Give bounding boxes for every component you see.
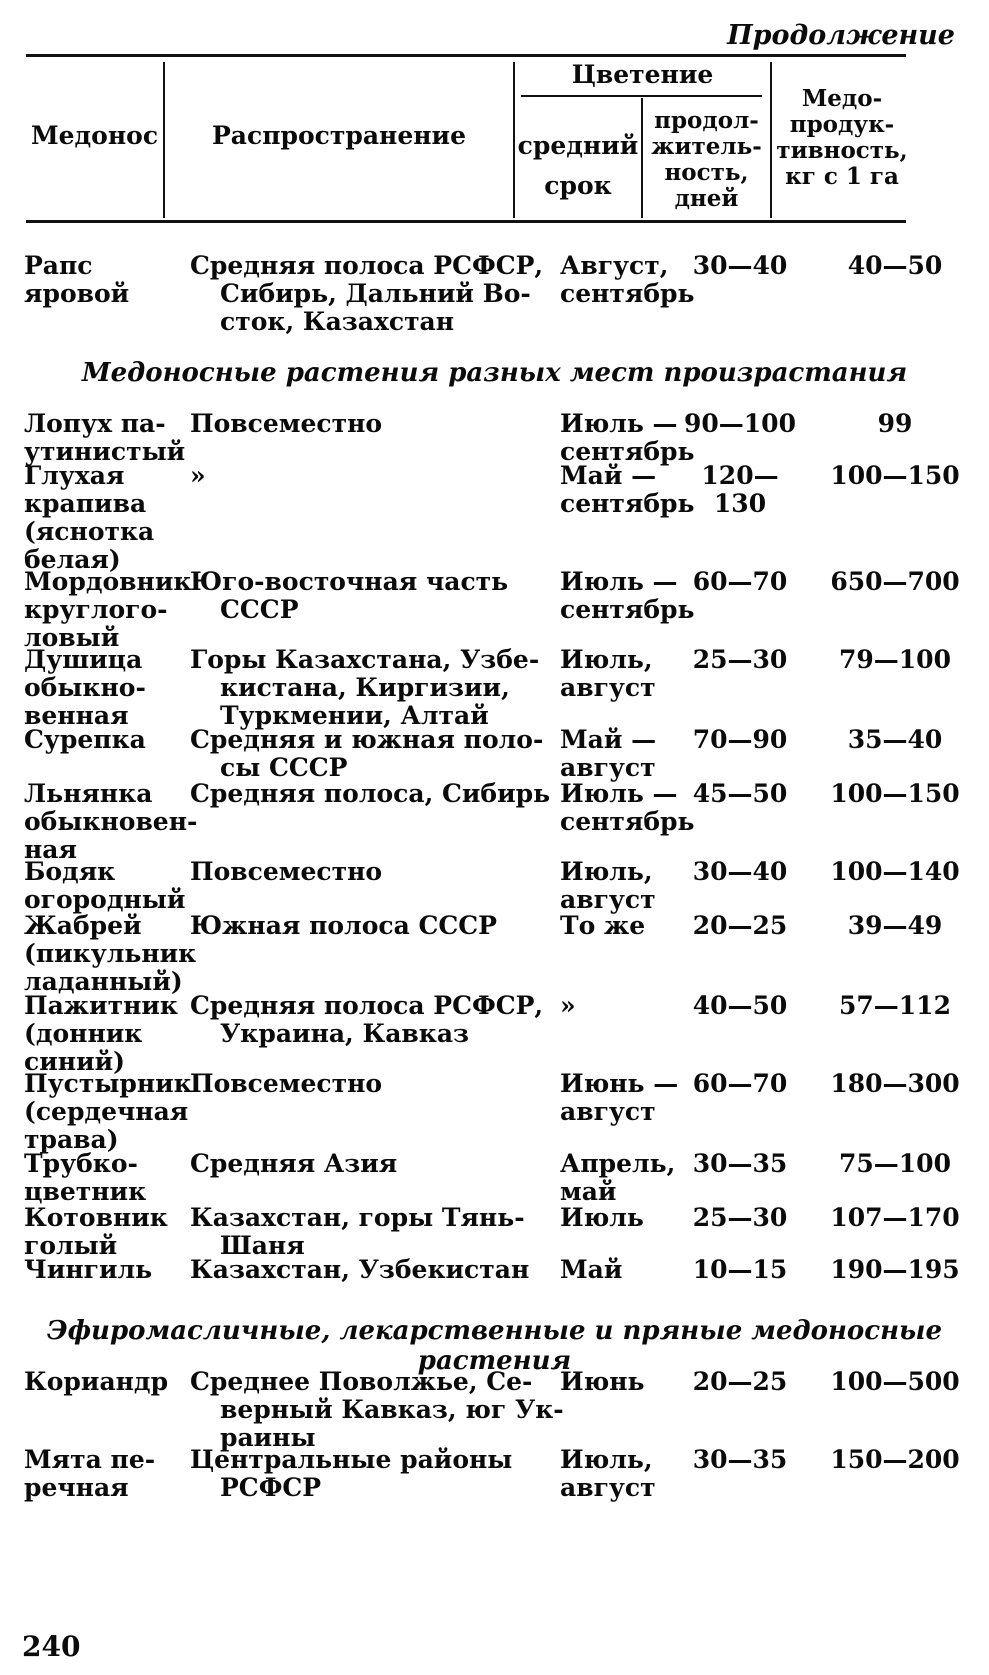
range-line: Шаня [220,1231,305,1260]
bloom-duration: 90—100 [684,409,796,438]
range-text [190,568,550,624]
honey-yield: 650—700 [830,567,960,596]
range-line: Повсеместно [190,409,383,438]
bloom-duration: 25—30 [692,645,788,674]
plant-name [24,646,184,730]
bloom-duration: 30—40 [692,857,788,886]
date-line: Июль, [560,1445,653,1474]
plant-line: Пажитник [24,991,178,1020]
bloom-underline [521,95,762,97]
date-line: Июль — [560,779,678,808]
plant-line: (сердечная [24,1097,189,1126]
range-line: Средняя полоса РСФСР, [190,991,544,1020]
continuation-label: Продолжение [727,20,955,51]
range-line: Казахстан, Узбекистан [190,1255,530,1284]
plant-name [24,779,198,864]
range-line: Средняя и южная поло- [190,725,544,754]
plant-line: Кориандр [24,1367,169,1396]
bloom-duration: 10—15 [692,1255,788,1284]
range-line: Средняя полоса, Сибирь [190,779,551,808]
plant-name [24,410,184,466]
date-line: Май [560,1255,623,1284]
date-line: май [560,1177,617,1206]
plant-line: Глухая [24,461,125,490]
header-duration-line: житель- [651,133,762,160]
header-bloom-date-line: средний [517,131,639,160]
range-line: РСФСР [220,1473,322,1502]
range-line: Туркмении, Алтай [220,701,489,730]
honey-yield: 100—500 [830,1367,960,1396]
plant-name [24,1368,184,1396]
header-duration-line: ность, [664,159,749,186]
bloom-date [560,992,680,1020]
plant-line: круглого- [24,595,168,624]
honey-yield: 99 [877,409,913,438]
date-line: сентябрь [560,595,695,624]
range-text [190,912,550,940]
date-line: Июнь — [560,1069,679,1098]
honey-yield: 107—170 [830,1203,960,1232]
page-number: 240 [22,1630,81,1663]
plant-line: (донник [24,1019,143,1048]
plant-line: белая) [24,545,121,574]
bloom-date [560,1256,680,1284]
range-line: Казахстан, горы Тянь- [190,1203,525,1232]
plant-line: Душица [24,645,143,674]
plant-line: (пикульник [24,939,197,968]
plant-line: ладанный) [24,967,183,996]
date-line: август [560,1097,656,1126]
bloom-date [560,409,695,466]
bloom-duration: 45—50 [692,779,788,808]
date-line: Июнь [560,1367,645,1396]
range-line: раины [220,1423,316,1452]
range-line: Средняя полоса РСФСР, [190,251,544,280]
header-bloom-duration [643,108,770,212]
bloom-duration: 40—50 [692,991,788,1020]
bloom-duration: 60—70 [692,567,788,596]
range-text [190,1204,550,1260]
range-line: » [190,461,206,490]
section-title: Медоносные растения разных мест произрастания [81,358,908,388]
bloom-duration: 30—35 [692,1445,788,1474]
range-line: Южная полоса СССР [190,911,497,940]
bloom-duration: 60—70 [692,1069,788,1098]
plant-line: яровой [24,279,130,308]
range-line: верный Кавказ, юг Ук- [220,1395,564,1424]
date-line: Июль — [560,409,678,438]
date-line: Апрель, [560,1149,676,1178]
plant-name [24,567,192,652]
range-text [190,252,550,336]
bloom-duration: 30—35 [692,1149,788,1178]
range-text [190,858,550,886]
honey-yield: 35—40 [847,725,943,754]
bloom-date [560,1070,680,1126]
date-line: Май — [560,461,657,490]
honey-yield: 57—112 [839,991,951,1020]
plant-line: утинистый [24,437,186,466]
plant-line: (яснотка [24,517,155,546]
range-line: СССР [220,595,299,624]
plant-line: Чингиль [24,1255,153,1284]
plant-line: ловый [24,623,120,652]
range-line: Сибирь, Дальний Во- [220,279,531,308]
range-line: Юго-восточная часть [190,567,509,596]
bloom-date [560,1150,680,1206]
plant-line: трава) [24,1125,119,1154]
table-top-rule [26,54,906,57]
date-line: август [560,753,656,782]
range-line: сы СССР [220,753,348,782]
plant-line: Пустырник [24,1069,192,1098]
bloom-date [560,858,680,914]
plant-line: Котовник [24,1203,168,1232]
range-text [190,1367,564,1452]
plant-line: обыкно- [24,673,146,702]
plant-name [24,858,184,914]
header-bloom-date [515,126,641,206]
range-text [190,1446,550,1502]
range-line: сток, Казахстан [220,307,455,336]
honey-yield: 75—100 [839,1149,951,1178]
plant-line: крапива [24,489,147,518]
range-text [190,726,550,782]
header-bloom-date-line: срок [544,171,612,200]
date-line: сентябрь [560,807,695,836]
plant-name [24,1069,192,1154]
header-yield-line: продук- [789,111,895,138]
bloom-date [560,1368,680,1396]
range-text [190,462,550,490]
header-yield-line: кг с 1 га [785,163,899,190]
header-duration-line: дней [674,185,739,212]
range-text [190,1256,550,1284]
plant-line: венная [24,701,129,730]
range-line: Горы Казахстана, Узбе- [190,645,540,674]
bloom-duration: 120—130 [701,461,779,518]
date-line: сентябрь [560,279,695,308]
plant-name [24,1150,184,1206]
range-text [190,992,550,1048]
bloom-date [560,1204,680,1232]
plant-line: обыкновен- [24,807,198,836]
range-text [190,1070,550,1098]
bloom-duration: 30—40 [692,251,788,280]
plant-line: огородный [24,885,186,914]
honey-yield: 40—50 [847,251,943,280]
bloom-date [560,646,680,702]
header-yield-line: Медо- [801,85,883,112]
plant-line: Льнянка [24,779,153,808]
date-line: август [560,673,656,702]
range-text [190,1150,550,1178]
date-line: Июль, [560,645,653,674]
date-line: Май — [560,725,657,754]
table-header-bottom-rule [26,220,906,223]
honey-yield: 180—300 [830,1069,960,1098]
date-line: Июль — [560,567,678,596]
header-duration-line: продол- [654,107,759,134]
bloom-duration: 25—30 [692,1203,788,1232]
date-line: сентябрь [560,437,695,466]
range-line: Повсеместно [190,1069,383,1098]
header-bloom: Цветение [571,60,714,89]
header-yield-line: тивность, [776,137,908,164]
honey-yield: 79—100 [839,645,951,674]
bloom-date [560,251,695,308]
bloom-date [560,779,695,836]
range-line: Центральные районы [190,1445,513,1474]
plant-name [24,252,184,308]
plant-line: цветник [24,1177,147,1206]
plant-line: синий) [24,1047,125,1076]
plant-name [24,1256,184,1284]
range-line: Повсеместно [190,857,383,886]
plant-line: Мята пе- [24,1445,156,1474]
plant-name [24,1204,184,1260]
plant-line: Бодяк [24,857,116,886]
date-line: август [560,1473,656,1502]
date-line: сентябрь [560,489,695,518]
range-line: кистана, Киргизии, [220,673,510,702]
bloom-duration: 70—90 [692,725,788,754]
plant-name [24,1446,184,1502]
plant-name [24,992,184,1076]
header-yield [772,86,912,190]
plant-line: Мордовник [24,567,192,596]
bloom-date [560,726,680,782]
date-line: » [560,991,576,1020]
date-line: Июль [560,1203,644,1232]
bloom-duration: 20—25 [692,911,788,940]
date-line: Август, [560,251,669,280]
date-line: Июль, [560,857,653,886]
plant-name [24,462,184,574]
range-text [190,646,550,730]
plant-line: речная [24,1473,129,1502]
header-range: Распространение [211,121,467,150]
honey-yield: 190—195 [830,1255,960,1284]
header-plant: Медонос [30,121,159,150]
honey-yield: 39—49 [847,911,943,940]
plant-line: ная [24,835,77,864]
honey-yield: 100—140 [830,857,960,886]
range-text [190,410,550,438]
plant-line: голый [24,1231,118,1260]
bloom-date [560,461,695,518]
bloom-date [560,567,695,624]
plant-name [24,726,184,754]
bloom-duration: 20—25 [692,1367,788,1396]
plant-line: Жабрей [24,911,142,940]
plant-line: Рапс [24,251,93,280]
plant-line: Лопух па- [24,409,166,438]
range-text [190,780,550,808]
range-line: Украина, Кавказ [220,1019,469,1048]
honey-yield: 100—150 [830,461,960,490]
honey-yield: 100—150 [830,779,960,808]
bloom-date [560,1446,680,1502]
section-title: Эфиромасличные, лекарственные и пряные медоносные растения [46,1316,943,1376]
range-line: Среднее Поволжье, Се- [190,1367,533,1396]
honey-yield: 150—200 [830,1445,960,1474]
date-line: То же [560,911,646,940]
bloom-date [560,912,680,940]
range-line: Средняя Азия [190,1149,398,1178]
plant-line: Трубко- [24,1149,138,1178]
date-line: август [560,885,656,914]
plant-name [24,911,197,996]
plant-line: Сурепка [24,725,146,754]
